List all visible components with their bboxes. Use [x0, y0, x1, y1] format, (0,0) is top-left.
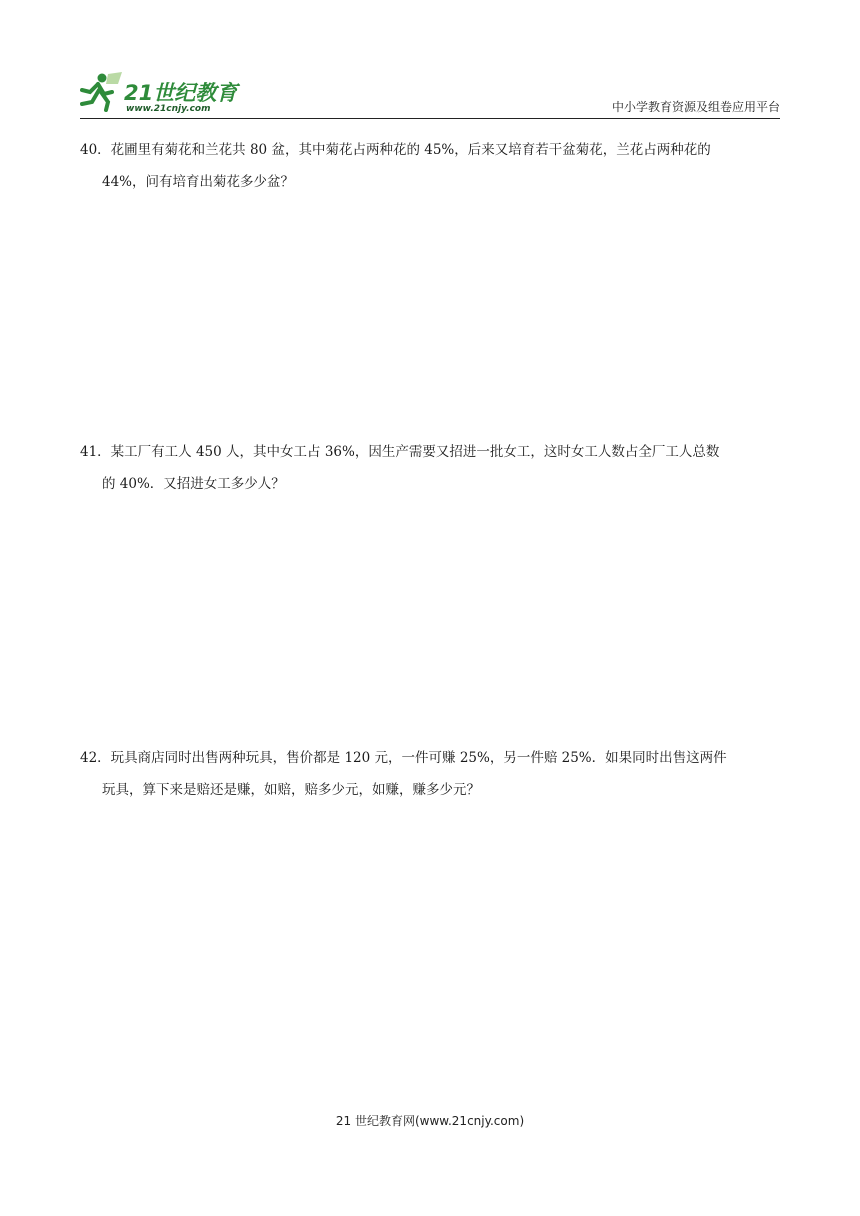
question-41 — [80, 436, 780, 500]
page-footer: 21 世纪教育网(www.21cnjy.com) — [335, 1114, 525, 1128]
question-40 — [80, 134, 780, 198]
question-40-line1: 40．花圃里有菊花和兰花共 80 盆，其中菊花占两种花的 45%，后来又培育若干盆菊花，兰花占两种花的 — [80, 142, 711, 158]
question-42-line1: 42．玩具商店同时出售两种玩具，售价都是 120 元，一件可赚 25%，另一件赔 25%．如果同时出售这两件 — [80, 750, 727, 766]
logo-url-text: www.21cnjy.com — [126, 104, 211, 114]
site-logo — [78, 70, 248, 114]
header-divider — [80, 118, 780, 119]
runner-icon — [82, 72, 122, 110]
question-41-line1: 41．某工厂有工人 450 人，其中女工占 36%，因生产需要又招进一批女工，这时女工人数占全厂工人总数 — [80, 444, 720, 460]
question-42-line2: 玩具，算下来是赔还是赚，如赔，赔多少元，如赚，赚多少元？ — [102, 782, 480, 798]
logo-main-text: 21世纪教育 — [124, 81, 238, 105]
question-41-line2: 的 40%．又招进女工多少人？ — [102, 476, 285, 492]
question-42 — [80, 742, 780, 806]
question-40-line2: 44%，问有培育出菊花多少盆？ — [102, 174, 295, 190]
platform-label: 中小学教育资源及组卷应用平台 — [611, 100, 780, 114]
